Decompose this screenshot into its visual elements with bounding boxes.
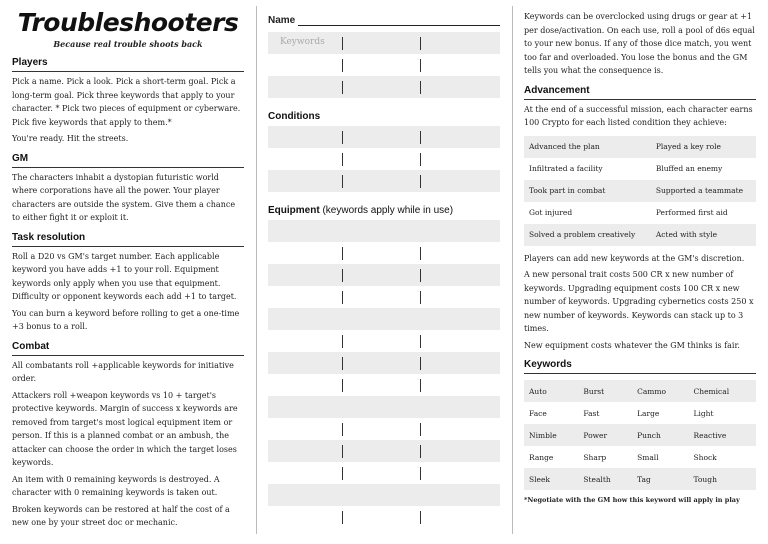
keyword-cell: Small [637, 452, 659, 462]
condition-cell: Acted with style [651, 224, 756, 246]
combat-destroyed-text: An item with 0 remaining keywords is destroyed. A character with 0 remaining keywords is taken out. [12, 474, 220, 497]
equipment-keyword-row[interactable] [268, 330, 500, 352]
players-ready-text: You're ready. Hit the streets. [12, 134, 129, 143]
equipment-keyword-row[interactable] [268, 286, 500, 308]
keywords-table [268, 32, 500, 98]
keyword-cell: Stealth [578, 468, 632, 490]
keyword-cell: Auto [524, 380, 578, 402]
keyword-cell: Range [529, 452, 554, 462]
combat-attack-text: Attackers roll +weapon keywords vs 10 + target's protective keywords. Margin of success x keywords are removed from target's most logical equipment item or person. If this is a planned combat or an ambush, the attacker can choose the order in which the target loses keywords. [12, 390, 238, 467]
equipment-keyword-row[interactable] [268, 506, 500, 528]
column-divider [512, 6, 513, 534]
condition-cell: Performed first aid [655, 208, 728, 217]
equipment-keyword-row[interactable] [268, 418, 500, 440]
keywords-placeholder: Keywords [280, 37, 325, 47]
keyword-cell: Burst [578, 380, 632, 402]
table-row [524, 136, 756, 158]
keyword-cell: Sharp [583, 452, 607, 462]
combat-initiative-text: All combatants roll +applicable keywords for initiative order. [12, 360, 234, 383]
players-text: Pick a name. Pick a look. Pick a short-term goal. Pick a long-term goal. Pick three keywords that apply to your character. * Pick two pieces of equipment or cyberware. Pick five keywords that apply to them.* [12, 77, 241, 127]
condition-row[interactable] [268, 148, 500, 170]
equipment-keyword-row[interactable] [268, 242, 500, 264]
overclock-text: Keywords can be overclocked using drugs or gear at +1 per dose/activation. On each use, roll a pool of d6s equal to your new bonus. If any of those dice match, you went too far and overloaded. You lose the bonus and the GM tells you what the consequence is. [524, 12, 755, 75]
keywords-list-table [524, 380, 756, 490]
task-resolution-text: Roll a D20 vs GM's target number. Each applicable keyword you have adds +1 to your roll. Equipment keywords only apply when you use that equipment. Difficulty or opponent keywords each add +1 to target. [12, 251, 237, 301]
keyword-cell: Face [529, 408, 547, 418]
name-write-line[interactable] [298, 14, 500, 26]
table-row [524, 446, 756, 468]
keyword-cell: Tag [632, 468, 688, 490]
table-row [524, 468, 756, 490]
equipment-keyword-row[interactable] [268, 352, 500, 374]
equipment-keyword-row[interactable] [268, 374, 500, 396]
keyword-cell: Cammo [632, 380, 688, 402]
name-field[interactable] [268, 10, 500, 26]
condition-row[interactable] [268, 126, 500, 148]
advancement-conditions-table [524, 136, 756, 246]
table-row [524, 380, 756, 402]
conditions-table [268, 126, 500, 192]
keywords-footnote: *Negotiate with the GM how this keyword will apply in play [524, 496, 740, 504]
conditions-label: Conditions [268, 111, 321, 122]
equipment-name-row[interactable] [268, 396, 500, 418]
condition-cell: Supported a teammate [651, 180, 756, 202]
equipment-keyword-row[interactable] [268, 462, 500, 484]
equipment-label [268, 202, 500, 220]
advancement-column [524, 0, 756, 544]
table-row [524, 158, 756, 180]
keyword-cell: Chemical [689, 380, 757, 402]
condition-cell: Took part in combat [524, 180, 651, 202]
keyword-cell: Large [637, 408, 660, 418]
keyword-cell: Fast [583, 408, 600, 418]
condition-cell: Solved a problem creatively [524, 224, 651, 246]
condition-cell: Infiltrated a facility [529, 164, 603, 173]
keyword-cell: Sleek [524, 468, 578, 490]
table-row [524, 180, 756, 202]
character-sheet [268, 0, 500, 544]
game-subtitle: Because real trouble shoots back [53, 39, 203, 49]
keywords-heading: Keywords [524, 358, 756, 374]
condition-cell: Played a key role [651, 136, 756, 158]
keyword-row[interactable] [268, 54, 500, 76]
condition-cell: Advanced the plan [524, 136, 651, 158]
keyword-cell: Shock [693, 452, 717, 462]
advancement-intro: At the end of a successful mission, each character earns 100 Crypto for each listed condition they achieve: [524, 104, 753, 127]
condition-row[interactable] [268, 170, 500, 192]
keyword-cell: Tough [689, 468, 757, 490]
keyword-cell: Punch [632, 424, 688, 446]
equipment-title: Equipment [268, 205, 320, 216]
rules-column [12, 0, 244, 544]
equipment-name-row[interactable] [268, 308, 500, 330]
keyword-cell: Nimble [524, 424, 578, 446]
costs-text: A new personal trait costs 500 CR x new number of keywords. Upgrading equipment costs 100 CR x new number of keywords. Upgrading cybernetics costs 250 x new number of keywords. Keywords can stack up to 3 times. [524, 270, 754, 333]
players-heading: Players [12, 56, 244, 72]
condition-cell: Bluffed an enemy [655, 164, 723, 173]
keyword-cell: Reactive [689, 424, 757, 446]
equipment-note: (keywords apply while in use) [322, 205, 454, 216]
equipment-name-row[interactable] [268, 220, 500, 242]
keyword-cell: Light [693, 408, 714, 418]
equipment-cost-text: New equipment costs whatever the GM thinks is fair. [524, 340, 740, 350]
table-row [524, 224, 756, 246]
equipment-keyword-row[interactable] [268, 440, 500, 462]
keyword-row[interactable] [268, 32, 500, 54]
task-resolution-heading: Task resolution [12, 231, 244, 247]
table-row [524, 424, 756, 446]
condition-cell: Got injured [529, 208, 573, 217]
game-title: Troubleshooters [17, 8, 239, 37]
keyword-cell: Power [578, 424, 632, 446]
advancement-heading: Advancement [524, 84, 756, 100]
table-row [524, 402, 756, 424]
table-row [524, 202, 756, 224]
gm-heading: GM [12, 152, 244, 168]
column-divider [256, 6, 257, 534]
combat-restore-text: Broken keywords can be restored at half the cost of a new one by your street doc or mechanic. [12, 504, 230, 527]
gm-text: The characters inhabit a dystopian futuristic world where corporations have all the power. Your player characters are outside the system. Give them a chance to either fight it or exploit it. [12, 172, 236, 222]
burn-keyword-text: You can burn a keyword before rolling to get a one-time +3 bonus to a roll. [12, 308, 240, 331]
equipment-table [268, 220, 500, 528]
new-keywords-text: Players can add new keywords at the GM's discretion. [524, 253, 745, 263]
name-label: Name [268, 15, 296, 26]
combat-heading: Combat [12, 340, 244, 356]
equipment-keyword-row[interactable] [268, 264, 500, 286]
equipment-name-row[interactable] [268, 484, 500, 506]
keyword-row[interactable] [268, 76, 500, 98]
